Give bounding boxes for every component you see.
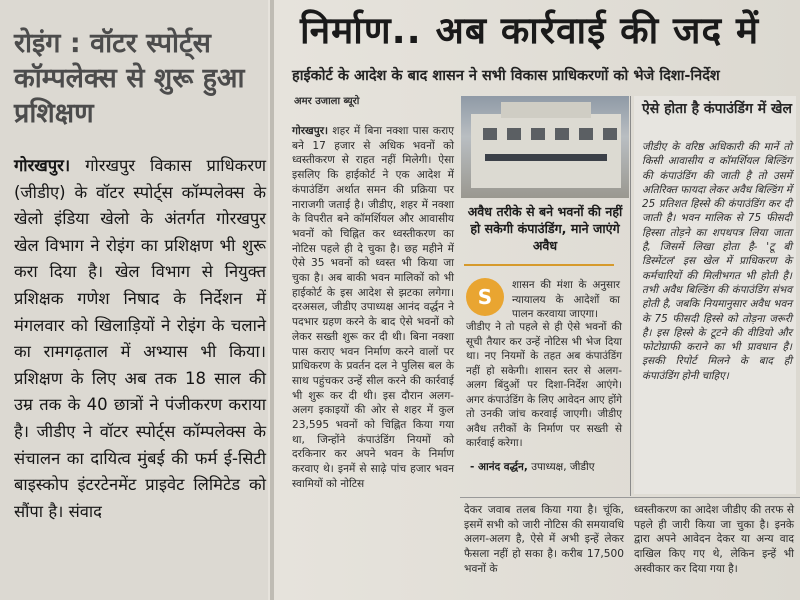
main-subheadline: हाईकोर्ट के आदेश के बाद शासन ने सभी विकास प्राधिकरणों को भेजे दिशा-निर्देश [292,68,720,84]
building-shape [471,114,621,188]
window-shape [531,128,545,140]
main-article-column-1 [292,124,454,492]
main-article-dateline: गोरखपुर। [292,125,329,137]
section-divider [632,497,800,498]
left-article-headline: रोइंग : वॉटर स्पोर्ट्स कॉम्पलेक्स से शुरू हुआ प्रशिक्षण [14,28,245,129]
left-article-body [14,153,266,525]
quote-body: जीडीए ने तो पहले से ही ऐसे भवनों की सूची तैयार कर उन्हें नोटिस भी भेज दिया था। नए नियमों के तहत अब कंपाउंडिंग नहीं हो सकेगी। शासन स्तर से अलग-अलग बिंदुओं पर दिशा-निर्देश आएंगे। अगर कंपाउंडिंग के लिए आवेदन आए होंगे तो उनकी जांच करवाई जाएगी। जीडीए अवैध तरीकों के निर्माण पर सख्ती से कार्रवाई करेगा। [466,321,622,449]
sidebar-body: जीडीए के वरिष्ठ अधिकारी की मानें तो किसी आवासीय व कॉमर्शियल बिल्डिंग की कंपाउंडिंग की जाती है तो उसमें अतिरिक्त फायदा लेकर अवैध बिल्डिंग में 25 प्रतिशत हिस्से की कंपाउंडिंग कर दी जाती है। भवन मालिक से 75 फीसदी हिस्सा तोड़ने का शपथपत्र लिया जाता है, जिसमें लिखा होता है- 'टू बी डिस्मेंटल' इस खेल में प्राधिकरण के कर्मचारियों की मिलीभगत भी होती है। तभी अवैध बिल्डिंग की कंपाउंडिंग संभव होती है, जबकि नियमानुसार अवैध भवन के 75 फीसदी हिस्से को तोड़ना जरूरी है। इस हिस्से के टूटने की वीडियो और फोटोग्राफी कराने का भी प्रावधान है। इसकी रिपोर्ट मिलने के बाद ही कंपाउंडिंग होनी चाहिए। [642,141,792,382]
left-article [0,0,268,600]
window-shape [579,128,593,140]
main-article-column-3-bottom: ध्वस्तीकरण का आदेश जीडीए की तरफ से पहले ही जारी किया जा चुका है। इनके द्वारा अपने आवेदन देकर या अन्य वाद दाखिल किए गए थे, लेकिन इन्हें भी अस्वीकार कर दिया गया है। [634,504,794,575]
window-shape [555,128,569,140]
column-divider [630,96,631,496]
main-article-col1-text: शहर में बिना नक्शा पास कराए बने 17 हजार से अधिक भवनों को ध्वस्तीकरण से राहत नहीं मिलेगी। ऐसा इसलिए कि हाईकोर्ट ने एक आदेश में कंपाउंडिंग अर्थात समन की प्रक्रिया पर नाराजगी जताई है। जीडीए, शहर में नक्शा के विपरीत बने कॉमर्शियल और आवासीय भवनों को चिह्नित कर ध्वस्तीकरण का नोटिस पहले ही दे चुका है। छह महीने में ऐसे 35 भवनों को ध्वस्त भी किया जा चुका है। अब बाकी भवन मालिकों को भी हाईकोर्ट के इस आदेश से झटका लगेगा। दरअसल, जीडीए उपाध्यक्ष आनंद वर्द्धन ने पदभार ग्रहण करने के बाद ऐसे भवनों को लेकर सख्ती शुरू कर दी थी। बिना नक्शा पास कराए भवन निर्माण करने वालों पर प्राधिकरण के प्रवर्तन दल ने पुलिस बल के साथ पहुंचकर उन्हें सील करने की कार्रवाई भी शुरू कर दी थी। इस दौरान अलग-अलग इकाइयों की ओर से शहर में कुल 23,595 भवनों को चिह्नित किया गया था, जिन्होंने कंपाउंडिंग नियमों को दरकिनार कर अपने भवन के निर्माण करवाए थे। इनमें से साढ़े पांच हजार भवन स्वामियों को नोटिस [292,125,454,490]
box-accent-rule [464,264,614,266]
quote-signature [470,460,626,474]
quote-signature-name: - आनंद वर्द्धन, [470,461,528,473]
main-headline: निर्माण.. अब कार्रवाई की जद में [300,9,760,52]
box-headline: अवैध तरीके से बने भवनों की नहीं हो सकेगी कंपाउंडिंग, माने जाएंगे अवैध [467,204,623,253]
main-article-column-2-bottom: देकर जवाब तलब किया गया है। चूंकि, इसमें सभी को जारी नोटिस की समयावधि अलग-अलग है, ऐसे में अभी इन्हें लेकर फैसला नहीं हो सका है। करीब 17,500 भवनों के [464,504,624,575]
column-divider [270,0,274,600]
window-shape [483,128,497,140]
left-article-text: गोरखपुर विकास प्राधिकरण (जीडीए) के वॉटर स्पोर्ट्स कॉम्पलेक्स के खेलो इंडिया खेलो के अंतर्गत गोरखपुर खेल विभाग ने रोइंग का प्रशिक्षण भी शुरू करा दिया है। खेल विभाग से नियुक्त प्रशिक्षक गणेश निषाद के निर्देशन में मंगलवार को खिलाड़ियों ने रोइंग के चलाने का रामगढ़ताल में अभ्यास भी किया। प्रशिक्षण के लिए अब तक 18 साल की उम्र तक के 40 छात्रों ने पंजीकरण कराया है। जीडीए ने वॉटर स्पोर्ट्स कॉम्पलेक्स के संचालन का दायित्व मुंबई की फर्म ई-सिटी बाइस्कोप इंटरटेनमेंट प्राइवेट लिमिटेड को सौंपा है। संवाद [14,156,266,521]
gda-building-photo [461,96,629,198]
main-byline: अमर उजाला ब्यूरो [294,96,360,107]
section-divider [460,497,632,498]
sidebar-headline: ऐसे होता है कंपाउंडिंग में खेल [642,101,792,117]
quote-intro: शासन की मंशा के अनुसार न्यायालय के आदेशों का पालन करवाया जाएगा। [512,279,620,320]
building-sign-board [485,154,607,161]
left-article-dateline: गोरखपुर। [14,156,71,175]
window-shape [603,128,617,140]
window-shape [507,128,521,140]
quote-logo-icon: S [466,278,504,316]
quote-signature-title: उपाध्यक्ष, जीडीए [531,461,595,473]
building-roof [501,102,591,118]
